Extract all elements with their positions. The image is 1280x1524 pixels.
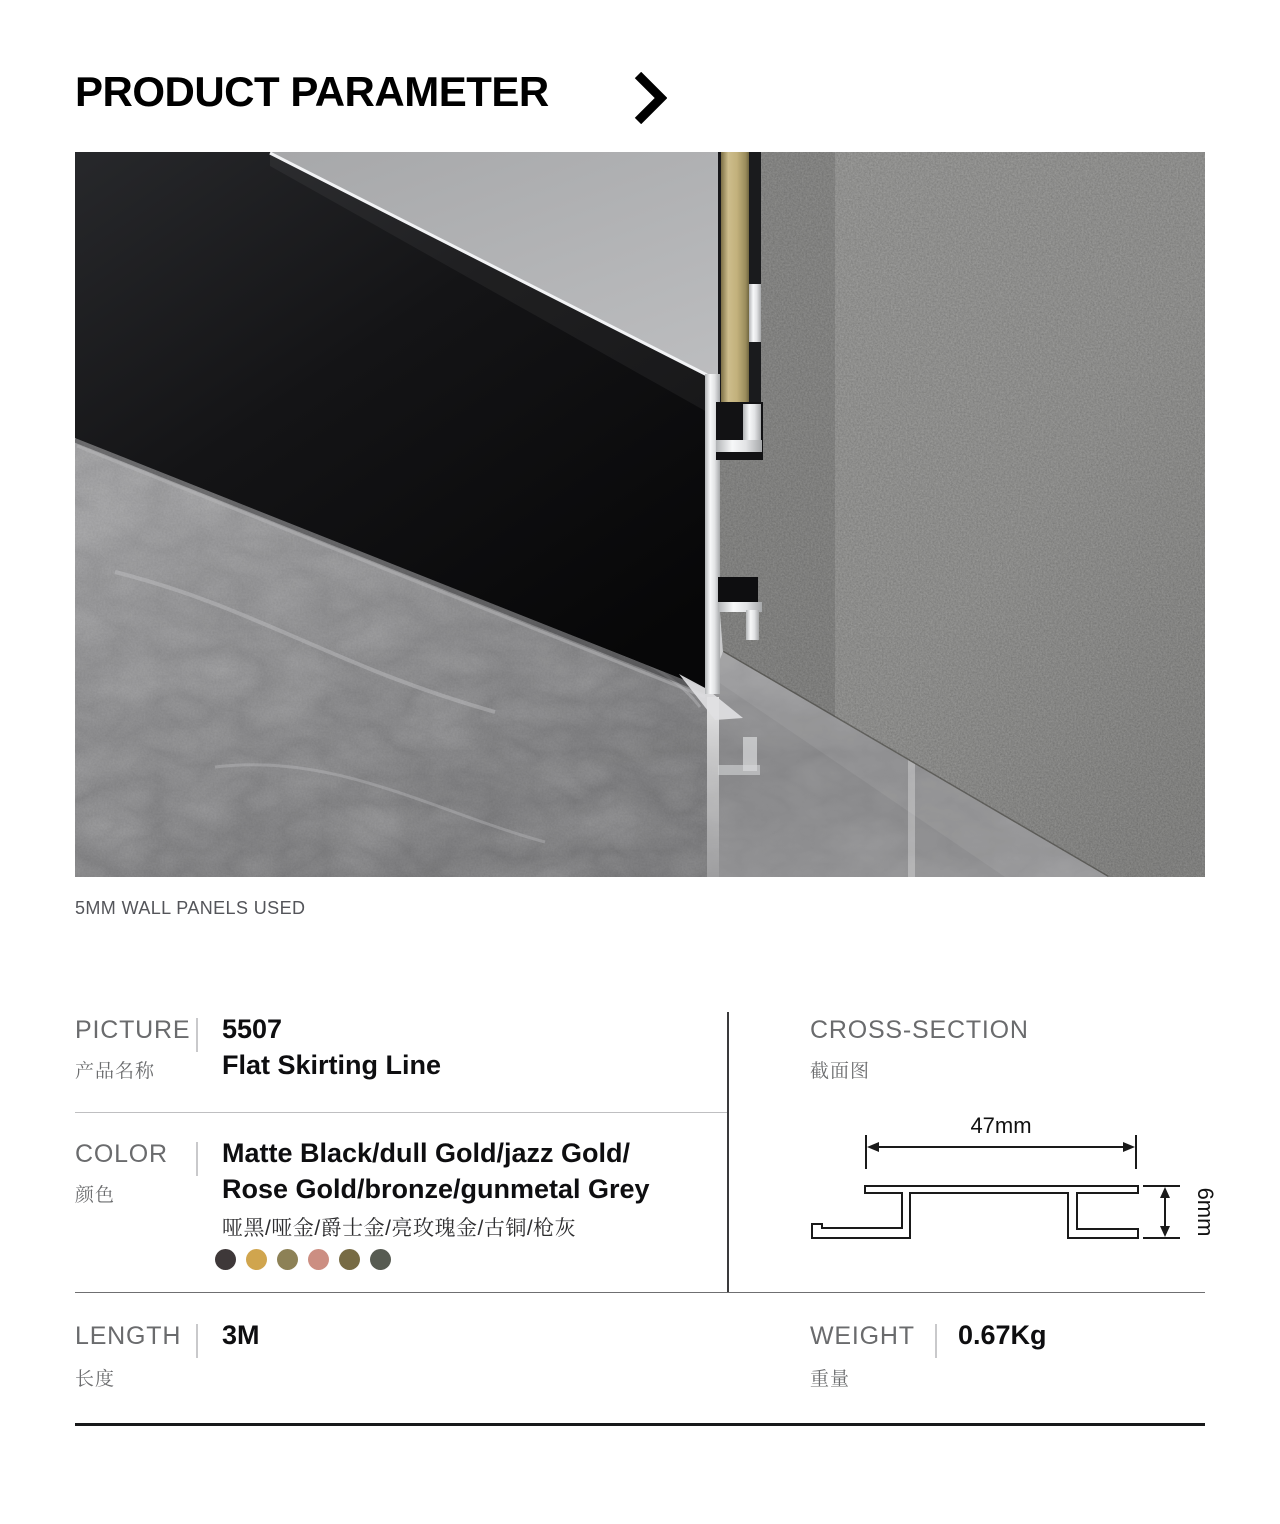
color-value-line2: Rose Gold/bronze/gunmetal Grey [222,1174,650,1204]
weight-value: 0.67Kg [958,1320,1047,1350]
picture-label: PICTURE [75,1016,191,1044]
profile-outline [812,1186,1138,1238]
picture-divider [196,1018,198,1052]
weight-label-cn: 重量 [810,1369,851,1390]
weight-label: WEIGHT [810,1322,915,1350]
product-photo [75,152,1205,877]
color-label: COLOR [75,1140,168,1168]
chevron-right-icon [633,72,667,124]
cross-section-label-cn: 截面图 [810,1061,871,1082]
height-dimension [1143,1186,1180,1238]
column-divider [727,1012,729,1292]
bottom-border [75,1423,1205,1426]
picture-label-cn: 产品名称 [75,1061,156,1082]
height-dimension-label: 6mm [1193,1187,1218,1237]
color-swatches [215,1249,435,1271]
profile-top-hook [716,402,763,460]
photo-caption: 5MM WALL PANELS USED [75,898,306,918]
row-divider-full [75,1292,1205,1293]
color-divider [196,1142,198,1176]
length-value: 3M [222,1320,260,1350]
color-label-cn: 颜色 [75,1185,116,1206]
swatch-matte-black [215,1249,236,1270]
width-dimension [866,1135,1136,1169]
product-model: 5507 [222,1014,283,1044]
swatch-jazz-gold [277,1249,298,1270]
cross-section-label: CROSS-SECTION [810,1016,1029,1044]
page-title: PRODUCT PARAMETER [75,68,549,115]
weight-divider [935,1324,937,1358]
swatch-rose-gold [308,1249,329,1270]
length-divider [196,1324,198,1358]
length-label-cn: 长度 [75,1369,116,1390]
color-value-cn: 哑黑/哑金/爵士金/亮玫瑰金/古铜/枪灰 [222,1217,577,1240]
cross-section-drawing [800,1105,1220,1255]
length-label: LENGTH [75,1322,182,1350]
width-dimension-label: 47mm [970,1113,1032,1138]
color-value-line1: Matte Black/dull Gold/jazz Gold/ [222,1138,631,1168]
product-name: Flat Skirting Line [222,1050,442,1080]
row-divider-left [75,1112,727,1113]
swatch-dull-gold [246,1249,267,1270]
swatch-bronze [339,1249,360,1270]
swatch-gunmetal-grey [370,1249,391,1270]
